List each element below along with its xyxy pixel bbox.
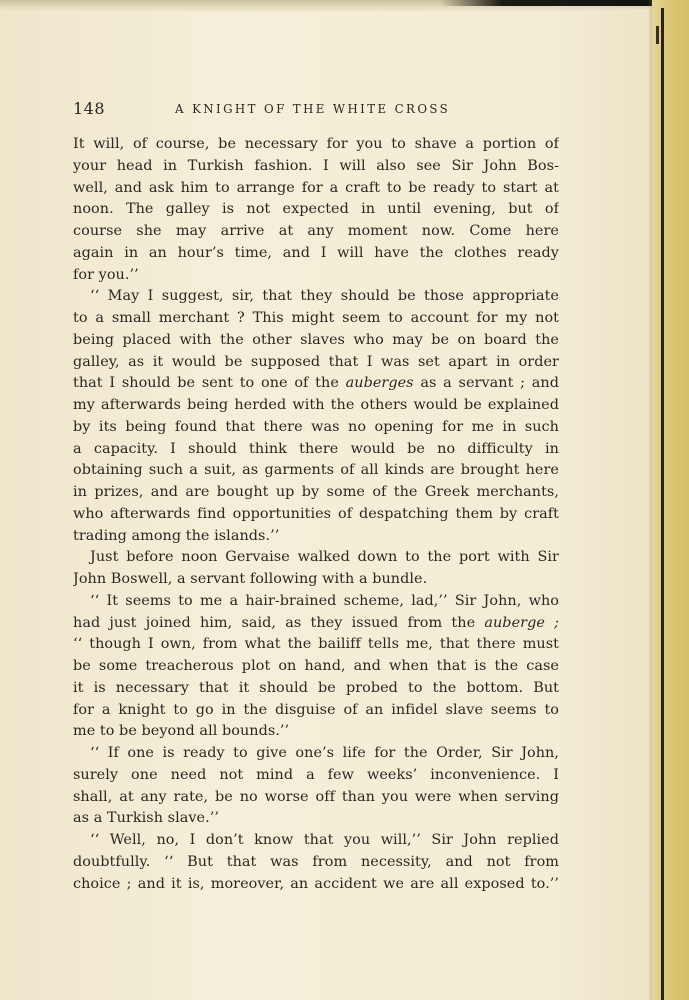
line-text: being placed with the other slaves who may be on board the bbox=[73, 331, 559, 348]
line-text: to a small merchant ? This might seem to account for my not bbox=[73, 310, 559, 326]
line-text: it is necessary that it should be probed to the bottom. But bbox=[73, 679, 559, 696]
text-line bbox=[73, 721, 559, 743]
text-line bbox=[73, 656, 559, 678]
line-text: for you.’’ bbox=[73, 266, 139, 283]
line-text: doubtfully. ‘‘ But that was from necessity, and not from bbox=[73, 853, 559, 870]
text-line bbox=[73, 330, 559, 352]
line-text: It will, of course, be necessary for you to shave a portion of bbox=[73, 136, 559, 152]
line-text: your head in Turkish fashion. I will also see Sir John Bos- bbox=[73, 157, 559, 174]
page-edge-mark bbox=[656, 26, 659, 44]
body-text bbox=[73, 134, 559, 895]
line-text: noon. The galley is not expected in until evening, but of bbox=[73, 201, 559, 218]
line-text: trading among the islands.’’ bbox=[73, 527, 280, 544]
text-line bbox=[73, 373, 559, 395]
text-line bbox=[73, 352, 559, 374]
line-text: ‘‘ If one is ready to give one’s life for the Order, Sir John, bbox=[90, 745, 559, 761]
text-line bbox=[73, 221, 559, 243]
page-edge-line bbox=[661, 8, 664, 1000]
text-line bbox=[73, 439, 559, 461]
text-line bbox=[73, 308, 559, 330]
text-line bbox=[73, 852, 559, 874]
text-line bbox=[73, 134, 559, 156]
text-line bbox=[73, 591, 559, 613]
text-line bbox=[73, 395, 559, 417]
line-text: ‘‘ though I own, from what the bailiff tells me, that there must bbox=[73, 636, 559, 653]
line-text: Just before noon Gervaise walked down to the port with Sir bbox=[90, 549, 559, 566]
text-line bbox=[73, 547, 559, 569]
line-text: as a Turkish slave.’’ bbox=[73, 810, 219, 827]
line-text: my afterwards being herded with the others would be explained bbox=[73, 397, 559, 413]
text-line bbox=[73, 830, 559, 852]
line-text: ‘‘ Well, no, I don’t know that you will,’’ Sir John replied bbox=[90, 832, 559, 848]
line-text: a capacity. I should think there would be no difficulty in bbox=[73, 440, 559, 457]
line-text: me to be beyond all bounds.’’ bbox=[73, 723, 290, 740]
page-edge bbox=[652, 0, 689, 1000]
text-line bbox=[73, 700, 559, 722]
text-line bbox=[73, 482, 559, 504]
italic-word: auberge ; bbox=[484, 614, 559, 631]
line-text: choice ; and it is, moreover, an accident we are all exposed to.’’ bbox=[73, 875, 559, 892]
text-line bbox=[73, 156, 559, 178]
line-text: in prizes, and are bought up by some of the Greek merchants, bbox=[73, 484, 559, 500]
text-line bbox=[73, 787, 559, 809]
text-line bbox=[73, 743, 559, 765]
page-header bbox=[73, 99, 559, 123]
line-text: who afterwards find opportunities of despatching them by craft bbox=[73, 505, 559, 522]
line-text: well, and ask him to arrange for a craft to be ready to start at bbox=[73, 179, 559, 196]
line-text: John Boswell, a servant following with a bundle. bbox=[73, 571, 428, 587]
text-line bbox=[73, 265, 559, 287]
text-line bbox=[73, 874, 559, 896]
line-text: obtaining such a suit, as garments of all kinds are brought here bbox=[73, 462, 559, 479]
line-text: ‘‘ It seems to me a hair-brained scheme, lad,’’ Sir John, who bbox=[90, 592, 559, 609]
line-text: ‘‘ May I suggest, sir, that they should be those appropriate bbox=[90, 288, 559, 305]
text-line bbox=[73, 526, 559, 548]
line-text: shall, at any rate, be no worse off than you were when serving bbox=[73, 788, 559, 805]
line-text: galley, as it would be supposed that I was set apart in order bbox=[73, 353, 559, 370]
line-text: by its being found that there was no opening for me in such bbox=[73, 418, 559, 435]
line-text: that I should be sent to one of the bbox=[73, 375, 339, 392]
text-line bbox=[73, 678, 559, 700]
text-line bbox=[73, 613, 559, 635]
text-line bbox=[73, 765, 559, 787]
italic-word: auberges bbox=[345, 375, 414, 392]
line-text: course she may arrive at any moment now. Come here bbox=[73, 223, 559, 239]
line-text: surely one need not mind a few weeks’ inconvenience. I bbox=[73, 766, 559, 783]
line-text: for a knight to go in the disguise of an infidel slave seems to bbox=[73, 701, 559, 718]
text-line bbox=[73, 504, 559, 526]
running-head: A KNIGHT OF THE WHITE CROSS bbox=[175, 102, 451, 116]
line-text-after: as a servant ; and bbox=[413, 375, 559, 392]
text-line bbox=[73, 199, 559, 221]
text-line bbox=[73, 460, 559, 482]
line-text: had just joined him, said, as they issued from the bbox=[73, 614, 476, 631]
text-line bbox=[73, 569, 559, 591]
line-text: again in an hour’s time, and I will have the clothes ready bbox=[73, 244, 559, 261]
text-line bbox=[73, 243, 559, 265]
text-line bbox=[73, 286, 559, 308]
line-text: be some treacherous plot on hand, and when that is the case bbox=[73, 658, 559, 674]
text-line bbox=[73, 634, 559, 656]
text-line bbox=[73, 178, 559, 200]
text-line bbox=[73, 417, 559, 439]
text-line bbox=[73, 808, 559, 830]
page-number: 148 bbox=[73, 99, 106, 118]
